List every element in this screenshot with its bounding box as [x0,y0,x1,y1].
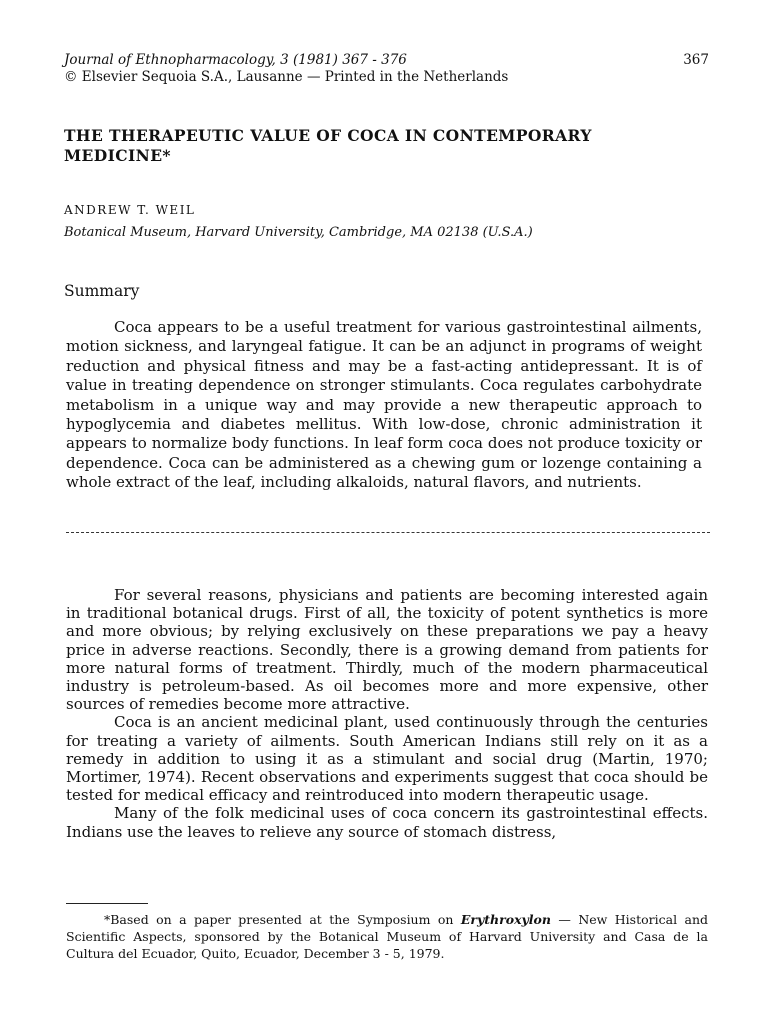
body-paragraph-2: Coca is an ancient medicinal plant, used continuously through the centuries for treating a variety of ailments. South American Indians still rely on it as a remedy in addition to using it as a stimulant and social drug (Martin, 1970; Mortimer, 1974). Recent observations and experiments suggest that coca should be tested for medical efficacy and reintroduced into modern therapeutic usage. [66,713,708,805]
footnote-prefix: *Based on a paper presented at the Symposium on [104,912,461,927]
page-number: 367 [683,52,709,68]
body-paragraph-1: For several reasons, physicians and patients are becoming interested again in traditional botanical drugs. First of all, the toxicity of potent synthetics is more and more obvious; by relying exclusively on these preparations we pay a heavy price in adverse reactions. Secondly, there is a growing demand from patients for more natural forms of treatment. Thirdly, much of the modern pharmaceutical industry is petroleum-based. As oil becomes more and more expensive, other sources of remedies become more attractive. [66,586,708,714]
article-title: THE THERAPEUTIC VALUE OF COCA IN CONTEMPORARY MEDICINE* [64,126,592,165]
copyright-line: © Elsevier Sequoia S.A., Lausanne — Printed in the Netherlands [64,69,509,85]
author-name: ANDREW T. WEIL [64,203,196,217]
footnote-divider [66,903,148,904]
section-divider [66,532,710,533]
journal-header [64,52,709,86]
footnote [66,911,708,962]
summary-paragraph: Coca appears to be a useful treatment for various gastrointestinal ailments, motion sickness, and laryngeal fatigue. It can be an adjunct in programs of weight reduction and physical fitness and may be a fast-acting antidepressant. It is of value in treating dependence on stronger stimulants. Coca regulates carbohydrate metabolism in a unique way and may provide a new therapeutic approach to hypoglycemia and diabetes mellitus. With low-dose, chronic administration it appears to normalize body functions. In leaf form coca does not produce toxicity or dependence. Coca can be administered as a chewing gum or lozenge containing a whole extract of the leaf, including alkaloids, natural flavors, and nutrients. [66,318,702,492]
body-paragraph-3: Many of the folk medicinal uses of coca concern its gastrointestinal effects. Indians use the leaves to relieve any source of stomach distress, [66,804,708,841]
journal-citation: Journal of Ethnopharmacology, 3 (1981) 367 - 376 [64,52,407,68]
author-affiliation: Botanical Museum, Harvard University, Cambridge, MA 02138 (U.S.A.) [64,225,533,240]
footnote-suffix: — New Historical and Scientific Aspects, sponsored by the Botanical Museum of Harvard University and Casa de la Cultura del Ecuador, Quito, Ecuador, December 3 - 5, 1979. [66,912,708,961]
footnote-emphasis: Erythroxylon [460,912,551,927]
body-text [66,586,708,841]
summary-heading: Summary [64,282,140,300]
